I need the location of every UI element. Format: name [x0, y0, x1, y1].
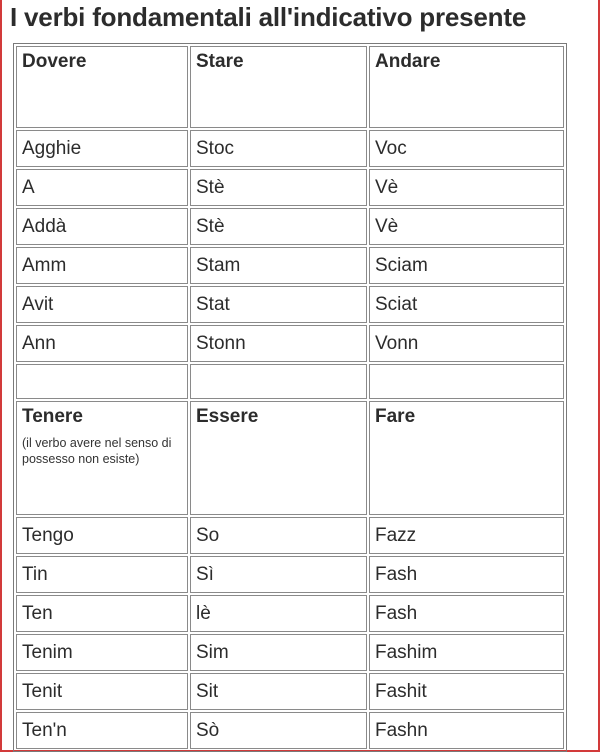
- empty-cell: [16, 364, 188, 399]
- header-stare: Stare: [196, 51, 244, 72]
- table-cell: Sò: [190, 712, 367, 749]
- table-cell: Fash: [369, 595, 564, 632]
- header-cell: [16, 401, 188, 515]
- header-cell: [190, 401, 367, 515]
- header-cell: [369, 46, 564, 128]
- table-row: [16, 208, 564, 245]
- page-title: I verbi fondamentali all'indicativo presente: [10, 2, 527, 32]
- header-cell: [190, 46, 367, 128]
- header-dovere: Dovere: [22, 51, 87, 72]
- table-cell: Tenit: [16, 673, 188, 710]
- table-cell: Sciat: [369, 286, 564, 323]
- table-row: [16, 712, 564, 749]
- table-cell: Stè: [190, 169, 367, 206]
- table-row: [16, 673, 564, 710]
- header-tenere: Tenere: [22, 406, 83, 427]
- table-cell: Fazz: [369, 517, 564, 554]
- table-cell: Ten'n: [16, 712, 188, 749]
- table-cell: Voc: [369, 130, 564, 167]
- table-cell: Agghie: [16, 130, 188, 167]
- table-cell: lè: [190, 595, 367, 632]
- table-row: [16, 130, 564, 167]
- table-cell: Tin: [16, 556, 188, 593]
- table-cell: Avit: [16, 286, 188, 323]
- empty-row: [16, 364, 564, 399]
- table-cell: A: [16, 169, 188, 206]
- empty-cell: [190, 364, 367, 399]
- table-cell: Vonn: [369, 325, 564, 362]
- table-cell: Tengo: [16, 517, 188, 554]
- table-cell: Stat: [190, 286, 367, 323]
- table-cell: Fashn: [369, 712, 564, 749]
- table-cell: Vè: [369, 169, 564, 206]
- header-essere: Essere: [196, 406, 259, 427]
- table-row: [16, 634, 564, 671]
- table-cell: Ann: [16, 325, 188, 362]
- table-cell: Stè: [190, 208, 367, 245]
- table-cell: Stam: [190, 247, 367, 284]
- table-cell: Addà: [16, 208, 188, 245]
- table-row: [16, 169, 564, 206]
- table-cell: Sciam: [369, 247, 564, 284]
- table-cell: Fashit: [369, 673, 564, 710]
- table-row: [16, 517, 564, 554]
- table-cell: So: [190, 517, 367, 554]
- table-cell: Stonn: [190, 325, 367, 362]
- header-note: (il verbo avere nel senso di possesso non esiste): [22, 436, 172, 466]
- table-cell: Sit: [190, 673, 367, 710]
- table-cell: Amm: [16, 247, 188, 284]
- table-row: [16, 286, 564, 323]
- table-row: [16, 595, 564, 632]
- header-row: [16, 401, 564, 515]
- header-row: [16, 46, 564, 128]
- header-cell: [16, 46, 188, 128]
- empty-cell: [369, 364, 564, 399]
- table-cell: Sim: [190, 634, 367, 671]
- table-cell: Sì: [190, 556, 367, 593]
- table-row: [16, 325, 564, 362]
- table-cell: Vè: [369, 208, 564, 245]
- table-row: [16, 247, 564, 284]
- header-andare: Andare: [375, 51, 441, 72]
- table-cell: Fashim: [369, 634, 564, 671]
- verb-table: [13, 43, 567, 752]
- table-cell: Ten: [16, 595, 188, 632]
- header-fare: Fare: [375, 406, 416, 427]
- header-cell: [369, 401, 564, 515]
- table-cell: Tenim: [16, 634, 188, 671]
- table-cell: Stoc: [190, 130, 367, 167]
- table-cell: Fash: [369, 556, 564, 593]
- table-row: [16, 556, 564, 593]
